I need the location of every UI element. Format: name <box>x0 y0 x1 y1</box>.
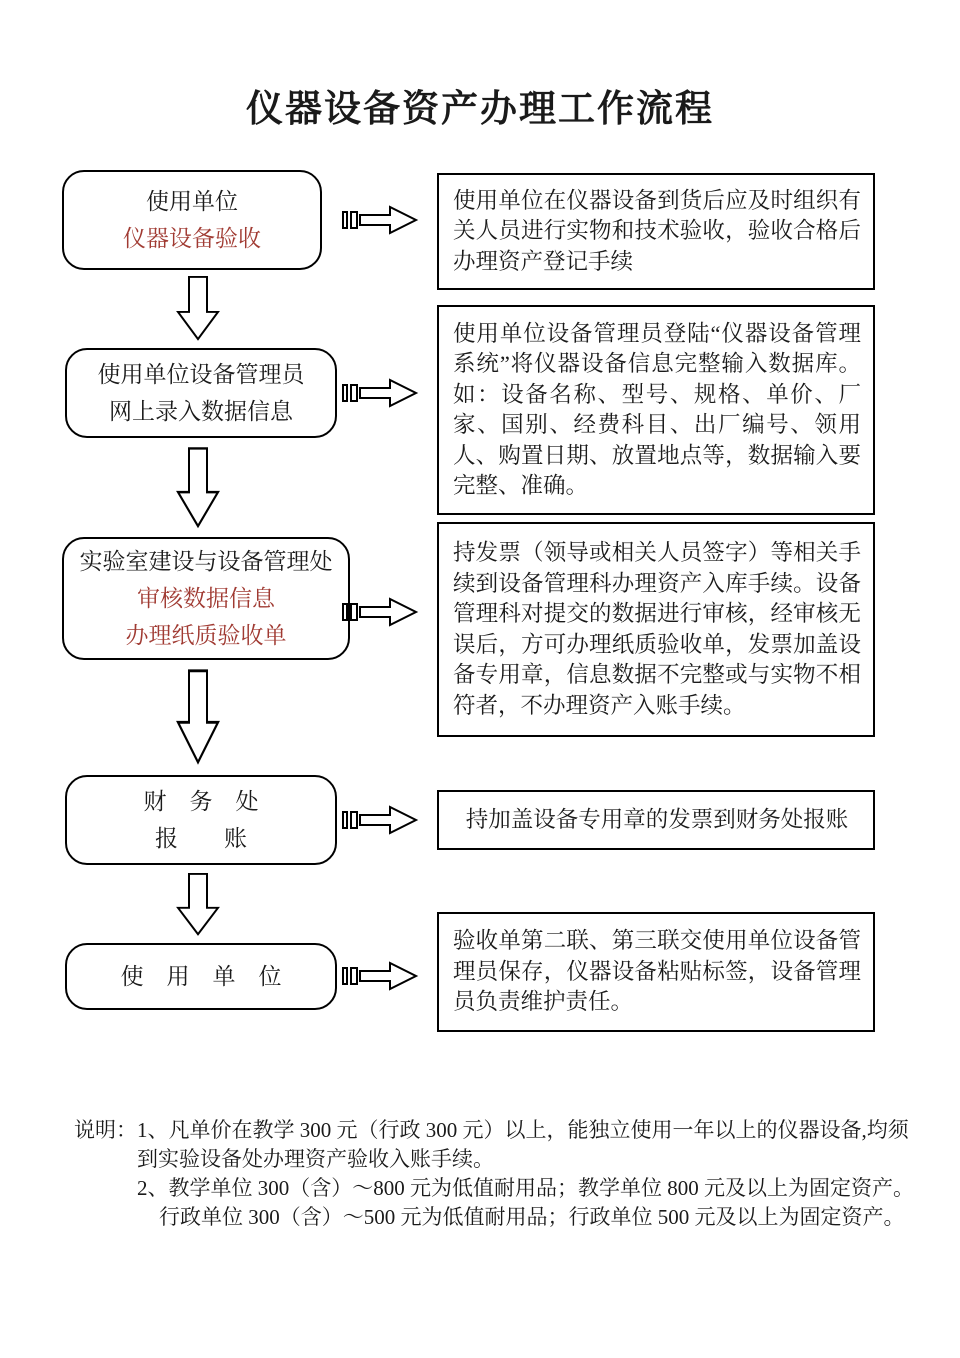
flow-detail-finance: 持加盖设备专用章的发票到财务处报账 <box>437 790 875 850</box>
flow-node-user-unit <box>65 943 337 1010</box>
node-line: 使用单位设备管理员 <box>97 362 305 387</box>
flow-node-finance <box>65 775 337 865</box>
down-arrow-icon <box>173 872 223 938</box>
right-arrow-icon <box>340 956 422 996</box>
page-title: 仪器设备资产办理工作流程 <box>246 89 714 130</box>
flow-detail-acceptance: 使用单位在仪器设备到货后应及时组织有关人员进行实物和技术验收，验收合格后办理资产登记手续 <box>437 173 875 290</box>
node-line: 使用单位 <box>146 189 238 214</box>
flow-node-audit <box>62 537 350 660</box>
right-arrow-icon <box>340 373 422 413</box>
notes-section <box>74 1116 920 1232</box>
note-item: 1、凡单价在教学 300 元（行政 300 元）以上，能独立使用一年以上的仪器设备,均须到实验设备处办理资产验收入账手续。 <box>137 1118 909 1171</box>
note-item: 2、教学单位 300（含）～800 元为低值耐用品；教学单位 800 元及以上为固定资产。行政单位 300（含）～500 元为低值耐用品；行政单位 500 元及以上为固定资产。 <box>137 1176 914 1229</box>
node-line: 审核数据信息 <box>137 586 275 611</box>
node-line: 仪器设备验收 <box>123 226 261 251</box>
node-line: 使 用 单 位 <box>120 964 282 989</box>
down-arrow-icon <box>173 275 223 343</box>
right-arrow-icon <box>340 800 422 840</box>
flow-node-data-entry <box>65 348 337 438</box>
node-line: 财 务 处 <box>143 789 259 814</box>
node-line: 办理纸质验收单 <box>125 623 287 648</box>
down-arrow-icon <box>173 446 223 531</box>
node-line: 报 账 <box>155 826 247 851</box>
flow-node-acceptance <box>62 170 322 270</box>
node-line: 实验室建设与设备管理处 <box>79 549 333 574</box>
flow-detail-data-entry: 使用单位设备管理员登陆“仪器设备管理系统”将仪器设备信息完整输入数据库。如：设备名称、型号、规格、单价、厂家、国别、经费科目、出厂编号、领用人、购置日期、放置地点等，数据输入要完整、准确。 <box>437 305 875 515</box>
flow-detail-audit: 持发票（领导或相关人员签字）等相关手续到设备管理科办理资产入库手续。设备管理科对提交的数据进行审核，经审核无误后，方可办理纸质验收单，发票加盖设备专用章，信息数据不完整或与实物不相符者，不办理资产入账手续。 <box>437 522 875 737</box>
notes-label: 说明： <box>74 1118 137 1142</box>
right-arrow-icon <box>340 592 422 632</box>
right-arrow-icon <box>340 200 422 240</box>
down-arrow-icon <box>173 668 223 768</box>
node-line: 网上录入数据信息 <box>109 399 293 424</box>
flow-detail-user-unit: 验收单第二联、第三联交使用单位设备管理员保存，仪器设备粘贴标签，设备管理员负责维护责任。 <box>437 912 875 1032</box>
